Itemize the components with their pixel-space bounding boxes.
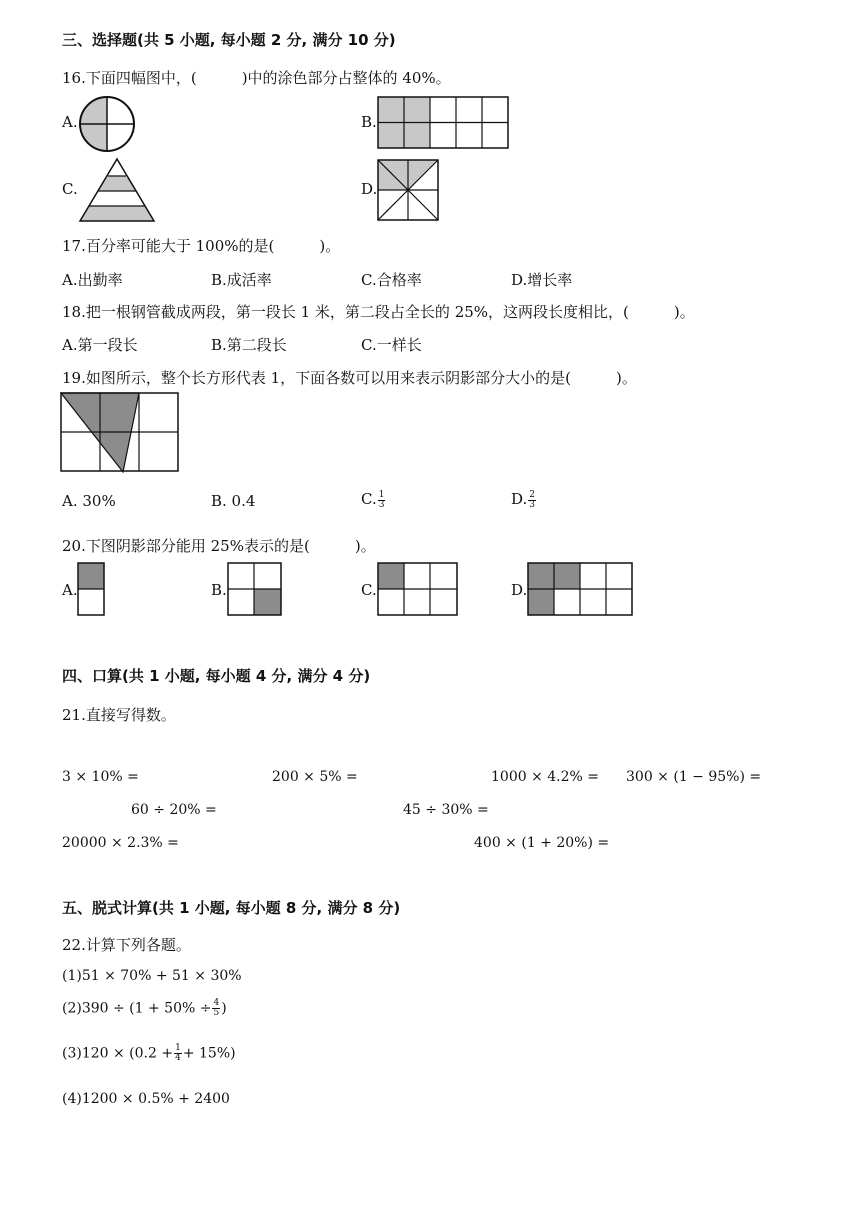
section-5-heading: 五、脱式计算(共 1 小题, 每小题 8 分, 满分 8 分) (62, 899, 401, 917)
q22-part-4: (4)1200 × 0.5% + 2400 (62, 1091, 230, 1107)
q20-figure-a (77, 562, 106, 616)
q17-option-c[interactable]: C.合格率 (361, 271, 422, 289)
q22-part-1: (1)51 × 70% + 51 × 30% (62, 968, 242, 984)
fraction-numerator: 4 (213, 998, 220, 1008)
q20-option-d-label[interactable]: D. (511, 581, 528, 599)
fraction-numerator: 2 (529, 489, 535, 500)
oral-calc-item: 1000 × 4.2% = (491, 769, 600, 785)
section-3-heading: 三、选择题(共 5 小题, 每小题 2 分, 满分 10 分) (62, 31, 396, 49)
q17-stem: 17.百分率可能大于 100%的是( )。 (62, 237, 341, 255)
q22-part-2-post: ) (221, 1000, 227, 1017)
q16-option-b-label[interactable]: B. (361, 113, 377, 131)
oral-calc-item: 200 × 5% = (272, 769, 358, 785)
q18-option-c[interactable]: C.一样长 (361, 336, 422, 354)
q20-figure-c (377, 562, 459, 616)
q20-option-a-label[interactable]: A. (62, 581, 78, 599)
q20-stem: 20.下图阴影部分能用 25%表示的是( )。 (62, 537, 376, 555)
q17-option-d[interactable]: D.增长率 (511, 271, 573, 289)
q16-figure-b-grid (377, 96, 509, 149)
oral-calc-item: 3 × 10% = (62, 769, 139, 785)
q20-figure-b (227, 562, 283, 616)
oral-calc-item: 300 × (1 − 95%) = (626, 769, 762, 785)
q19-stem: 19.如图所示，整个长方形代表 1，下面各数可以用来表示阴影部分大小的是( )。 (62, 369, 637, 387)
q21-stem: 21.直接写得数。 (62, 706, 176, 724)
oral-calc-item: 400 × (1 + 20%) = (474, 835, 610, 851)
q16-option-c-label[interactable]: C. (62, 180, 78, 198)
q16-figure-c-triangle (78, 157, 156, 223)
q20-option-b-label[interactable]: B. (211, 581, 227, 599)
section-4-heading: 四、口算(共 1 小题, 每小题 4 分, 满分 4 分) (62, 667, 371, 685)
fraction-denominator: 3 (378, 499, 385, 510)
q16-figure-d-square (377, 159, 439, 221)
q17-option-b[interactable]: B.成活率 (211, 271, 272, 289)
q19-option-c[interactable] (361, 490, 386, 510)
fraction-denominator: 3 (529, 499, 535, 510)
oral-calc-item: 45 ÷ 30% = (403, 802, 489, 818)
q20-figure-d (527, 562, 634, 616)
q22-part-3-pre: (3)120 × (0.2 + (62, 1045, 174, 1062)
q19-option-d[interactable] (511, 490, 537, 510)
q16-option-d-label[interactable]: D. (361, 180, 378, 198)
q22-part-3-fraction (174, 1044, 182, 1063)
q18-stem: 18.把一根钢管截成两段，第一段长 1 米，第二段占全长的 25%，这两段长度相比，( )。 (62, 303, 695, 321)
q16-figure-a-circle (77, 94, 137, 154)
oral-calc-item: 60 ÷ 20% = (131, 802, 217, 818)
q16-option-a-label[interactable]: A. (62, 113, 78, 131)
fraction-numerator: 1 (378, 489, 385, 500)
q20-option-c-label[interactable]: C. (361, 581, 377, 599)
fraction-denominator: 4 (175, 1053, 181, 1063)
q18-option-b[interactable]: B.第二段长 (211, 336, 287, 354)
q22-part-2-pre: (2)390 ÷ (1 + 50% ÷ (62, 1000, 212, 1017)
q19-option-c-prefix: C. (361, 490, 377, 508)
q22-part-2 (62, 999, 227, 1018)
q22-part-3-post: + 15%) (182, 1045, 236, 1062)
q22-part-3 (62, 1044, 236, 1063)
fraction-denominator: 5 (213, 1008, 220, 1018)
q18-option-a[interactable]: A.第一段长 (62, 336, 138, 354)
oral-calc-item: 20000 × 2.3% = (62, 835, 179, 851)
q19-option-d-fraction (528, 491, 536, 510)
q22-stem: 22.计算下列各题。 (62, 936, 191, 954)
q19-figure-rectangle (60, 392, 180, 473)
fraction-numerator: 1 (175, 1043, 181, 1053)
q19-option-a[interactable]: A. 30% (62, 492, 116, 510)
q16-stem: 16.下面四幅图中，( )中的涂色部分占整体的 40%。 (62, 69, 451, 87)
q17-option-a[interactable]: A.出勤率 (62, 271, 123, 289)
q19-option-b[interactable]: B. 0.4 (211, 492, 256, 510)
q19-option-c-fraction (378, 491, 386, 510)
q22-part-2-fraction (212, 999, 220, 1018)
q19-option-d-prefix: D. (511, 490, 528, 508)
